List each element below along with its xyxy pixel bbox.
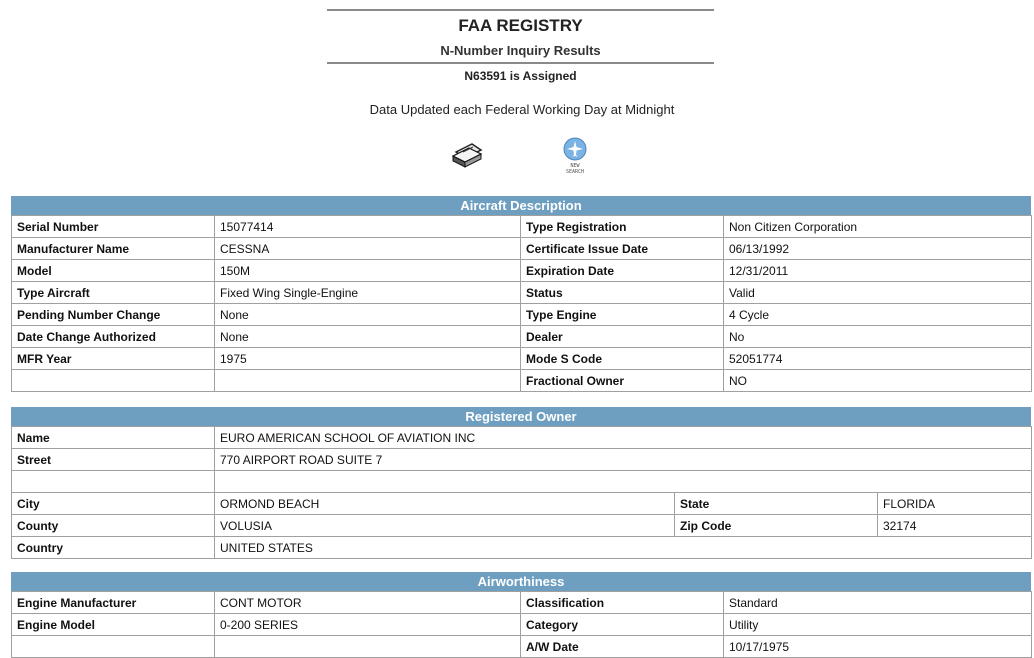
owner-county-label: County xyxy=(12,515,215,537)
aircraft-field-value: NO xyxy=(724,370,1032,392)
airworthiness-field-value xyxy=(215,636,521,658)
aircraft-field-value: None xyxy=(215,326,521,348)
aircraft-field-value: 150M xyxy=(215,260,521,282)
owner-country-value: UNITED STATES xyxy=(215,537,1032,559)
aircraft-field-label: Expiration Date xyxy=(521,260,724,282)
aircraft-field-label: Type Aircraft xyxy=(12,282,215,304)
airworthiness-field-label: Classification xyxy=(521,592,724,614)
aircraft-field-value: 12/31/2011 xyxy=(724,260,1032,282)
aircraft-field-value: 52051774 xyxy=(724,348,1032,370)
airworthiness-field-value: CONT MOTOR xyxy=(215,592,521,614)
aircraft-field-value: No xyxy=(724,326,1032,348)
aircraft-field-value: 1975 xyxy=(215,348,521,370)
table-row xyxy=(12,592,1032,614)
aircraft-field-label: Pending Number Change xyxy=(12,304,215,326)
aircraft-field-value: 4 Cycle xyxy=(724,304,1032,326)
aircraft-field-label: Type Engine xyxy=(521,304,724,326)
owner-county-value: VOLUSIA xyxy=(215,515,675,537)
update-note: Data Updated each Federal Working Day at Midnight xyxy=(369,102,675,117)
owner-zip-label: Zip Code xyxy=(675,515,878,537)
aircraft-field-label: Status xyxy=(521,282,724,304)
aircraft-field-label: Manufacturer Name xyxy=(12,238,215,260)
table-row xyxy=(12,238,1032,260)
aircraft-field-value xyxy=(215,370,521,392)
aircraft-field-label: Mode S Code xyxy=(521,348,724,370)
aircraft-field-value: 06/13/1992 xyxy=(724,238,1032,260)
table-row xyxy=(12,260,1032,282)
owner-city-value: ORMOND BEACH xyxy=(215,493,675,515)
table-row xyxy=(12,304,1032,326)
aircraft-field-label: Dealer xyxy=(521,326,724,348)
airworthiness-field-label: Engine Manufacturer xyxy=(12,592,215,614)
airworthiness-heading: Airworthiness xyxy=(11,572,1031,591)
aircraft-field-label: MFR Year xyxy=(12,348,215,370)
page-title: FAA REGISTRY xyxy=(458,16,583,35)
new-search-label-1: NEW xyxy=(570,163,580,169)
owner-street2-value xyxy=(215,471,1032,493)
table-row xyxy=(12,515,1032,537)
aircraft-field-label: Serial Number xyxy=(12,216,215,238)
table-row xyxy=(12,449,1032,471)
airworthiness-field-label: Engine Model xyxy=(12,614,215,636)
aircraft-field-value: CESSNA xyxy=(215,238,521,260)
new-search-icon[interactable] xyxy=(560,137,592,175)
aircraft-field-label xyxy=(12,370,215,392)
aircraft-field-label: Type Registration xyxy=(521,216,724,238)
top-rule xyxy=(327,9,714,11)
assignment-status: N63591 is Assigned xyxy=(464,69,577,83)
table-row xyxy=(12,216,1032,238)
airworthiness-section xyxy=(11,572,1031,658)
table-row xyxy=(12,636,1032,658)
aircraft-description-table xyxy=(11,215,1032,392)
owner-name-label: Name xyxy=(12,427,215,449)
registered-owner-heading: Registered Owner xyxy=(11,407,1031,426)
registered-owner-table xyxy=(11,426,1032,559)
aircraft-field-value: None xyxy=(215,304,521,326)
aircraft-field-label: Certificate Issue Date xyxy=(521,238,724,260)
owner-zip-value: 32174 xyxy=(878,515,1032,537)
aircraft-description-heading: Aircraft Description xyxy=(11,196,1031,215)
airworthiness-field-value: 0-200 SERIES xyxy=(215,614,521,636)
owner-street-label: Street xyxy=(12,449,215,471)
registered-owner-section xyxy=(11,407,1031,559)
owner-city-label: City xyxy=(12,493,215,515)
owner-name-value: EURO AMERICAN SCHOOL OF AVIATION INC xyxy=(215,427,1032,449)
airworthiness-field-value: 10/17/1975 xyxy=(724,636,1032,658)
airworthiness-field-label: Category xyxy=(521,614,724,636)
table-row xyxy=(12,614,1032,636)
aircraft-field-value: Fixed Wing Single-Engine xyxy=(215,282,521,304)
mid-rule xyxy=(327,62,714,64)
owner-street-value: 770 AIRPORT ROAD SUITE 7 xyxy=(215,449,1032,471)
aircraft-field-label: Model xyxy=(12,260,215,282)
table-row xyxy=(12,427,1032,449)
airworthiness-table xyxy=(11,591,1032,658)
aircraft-field-label: Fractional Owner xyxy=(521,370,724,392)
owner-state-label: State xyxy=(675,493,878,515)
aircraft-field-value: Non Citizen Corporation xyxy=(724,216,1032,238)
owner-street2-label xyxy=(12,471,215,493)
owner-country-label: Country xyxy=(12,537,215,559)
print-icon[interactable] xyxy=(450,138,484,168)
airworthiness-field-label: A/W Date xyxy=(521,636,724,658)
airworthiness-field-value: Standard xyxy=(724,592,1032,614)
airworthiness-field-label xyxy=(12,636,215,658)
table-row xyxy=(12,282,1032,304)
table-row xyxy=(12,326,1032,348)
airworthiness-field-value: Utility xyxy=(724,614,1032,636)
page-subtitle: N-Number Inquiry Results xyxy=(440,43,601,58)
new-search-label-2: SEARCH xyxy=(565,169,585,175)
aircraft-description-section xyxy=(11,196,1031,392)
table-row xyxy=(12,348,1032,370)
owner-state-value: FLORIDA xyxy=(878,493,1032,515)
table-row xyxy=(12,537,1032,559)
aircraft-field-label: Date Change Authorized xyxy=(12,326,215,348)
table-row xyxy=(12,471,1032,493)
table-row xyxy=(12,370,1032,392)
aircraft-field-value: 15077414 xyxy=(215,216,521,238)
aircraft-field-value: Valid xyxy=(724,282,1032,304)
table-row xyxy=(12,493,1032,515)
